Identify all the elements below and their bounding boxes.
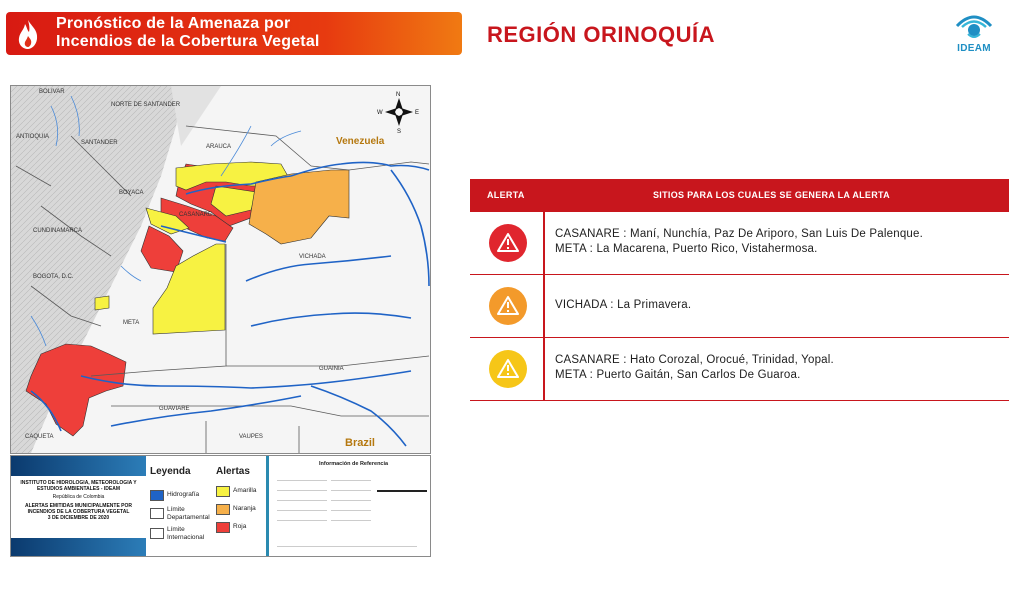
label-caqueta: CAQUETA	[25, 434, 54, 440]
legend-swatch-limite-internacional	[150, 528, 164, 539]
label-casanare: CASANARE	[179, 212, 213, 218]
region-title: REGIÓN ORINOQUÍA	[487, 22, 716, 47]
label-arauca: ARAUCA	[206, 144, 232, 150]
row-text	[555, 298, 995, 313]
col-header-sitios: SITIOS PARA LOS CUALES SE GENERA LA ALERTA	[653, 190, 890, 200]
table-row-naranja	[470, 275, 1009, 338]
label-meta: META	[123, 320, 140, 326]
alert-zone-yellow-small	[95, 296, 109, 310]
row-text	[555, 227, 995, 257]
col-header-alerta: ALERTA	[487, 190, 525, 200]
sites-line-2: META : La Macarena, Puerto Rico, Vistahermosa.	[555, 243, 818, 255]
label-brazil: Brazil	[345, 437, 375, 449]
institution-header-bar	[11, 456, 146, 476]
label-venezuela: Venezuela	[336, 136, 385, 147]
title-banner	[6, 12, 462, 55]
legend-label-naranja: Naranja	[233, 505, 256, 512]
reference-line	[331, 480, 371, 481]
reference-line	[277, 510, 327, 511]
reference-line	[331, 510, 371, 511]
table-row-roja	[470, 212, 1009, 275]
institution-footer-bar	[11, 538, 146, 556]
label-bogota: BOGOTA, D.C.	[33, 274, 74, 280]
republic-name: República de Colombia	[52, 494, 105, 500]
row-separator	[543, 338, 545, 400]
legend-label-hidrografia: Hidrografía	[167, 491, 200, 498]
alerts-title: Alertas	[216, 466, 250, 477]
ideam-eye-icon	[954, 10, 994, 40]
reference-line	[277, 490, 327, 491]
legend-title: Leyenda	[150, 466, 191, 477]
title-line-2: Incendios de la Cobertura Vegetal	[56, 33, 320, 50]
legend-swatch-roja	[216, 522, 230, 533]
map-legend	[10, 455, 431, 557]
ideam-logo	[948, 10, 1000, 56]
sites-line-1: VICHADA : La Primavera.	[555, 299, 692, 311]
legend-swatch-naranja	[216, 504, 230, 515]
reference-line	[277, 546, 417, 547]
institution-name: INSTITUTO DE HIDROLOGIA, METEOROLOGIA Y ESTUDIOS AMBIENTALES - IDEAM	[20, 480, 137, 492]
table-row-amarilla	[470, 338, 1009, 401]
reference-line	[331, 500, 371, 501]
sites-line-1: CASANARE : Maní, Nunchía, Paz De Ariporo, San Luis De Palenque.	[555, 228, 924, 240]
reference-line	[331, 490, 371, 491]
institution-text	[15, 480, 142, 521]
compass-e: E	[415, 110, 420, 116]
label-norte-santander: NORTE DE SANTANDER	[111, 102, 181, 108]
label-antioquia: ANTIOQUIA	[16, 134, 50, 140]
label-guainia: GUAINIA	[319, 366, 344, 372]
label-cundinamarca: CUNDINAMARCA	[33, 228, 83, 234]
label-bolivar: BOLIVAR	[39, 89, 65, 95]
legend-label-limite-departamental: Límite Departamental	[167, 506, 210, 521]
scale-bar	[377, 490, 427, 492]
label-santander: SANTANDER	[81, 140, 118, 146]
label-vaupes: VAUPES	[239, 434, 263, 440]
legend-label-amarilla: Amarilla	[233, 487, 257, 494]
compass-s: S	[397, 129, 402, 135]
legend-label-roja: Roja	[233, 523, 247, 530]
reference-title: Información de Referencia	[319, 461, 389, 467]
reference-line	[331, 520, 371, 521]
label-vichada: VICHADA	[299, 254, 326, 260]
label-boyaca: BOYACA	[119, 190, 144, 196]
title-line-1: Pronóstico de la Amenaza por	[56, 15, 291, 32]
alert-map	[10, 85, 431, 454]
table-header	[470, 179, 1009, 212]
row-separator	[543, 275, 545, 337]
reference-line	[277, 520, 327, 521]
fire-icon	[14, 18, 42, 50]
warning-icon-red	[489, 224, 527, 262]
alert-table	[470, 179, 1009, 401]
reference-line	[277, 480, 327, 481]
legend-swatch-limite-departamental	[150, 508, 164, 519]
row-separator	[543, 212, 545, 274]
legend-swatch-hidrografia	[150, 490, 164, 501]
warning-icon-yellow	[489, 350, 527, 388]
sites-line-1: CASANARE : Hato Corozal, Orocué, Trinidad, Yopal.	[555, 354, 834, 366]
legend-swatch-amarilla	[216, 486, 230, 497]
institution-block	[11, 456, 146, 556]
sites-line-2: META : Puerto Gaitán, San Carlos De Guaroa.	[555, 369, 801, 381]
reference-line	[277, 500, 327, 501]
warning-icon-orange	[489, 287, 527, 325]
logo-text: IDEAM	[957, 43, 991, 54]
compass-n: N	[396, 92, 401, 98]
map-canvas	[11, 86, 430, 453]
product-date: 3 DE DICIEMBRE DE 2020	[47, 515, 110, 521]
compass-w: W	[377, 110, 383, 116]
legend-label-limite-internacional: Límite Internacional	[167, 526, 205, 541]
product-name: ALERTAS EMITIDAS MUNICIPALMENTE POR INCENDIOS DE LA COBERTURA VEGETAL	[24, 503, 133, 515]
label-guaviare: GUAVIARE	[159, 406, 190, 412]
reference-info	[266, 456, 431, 556]
row-text	[555, 353, 995, 383]
